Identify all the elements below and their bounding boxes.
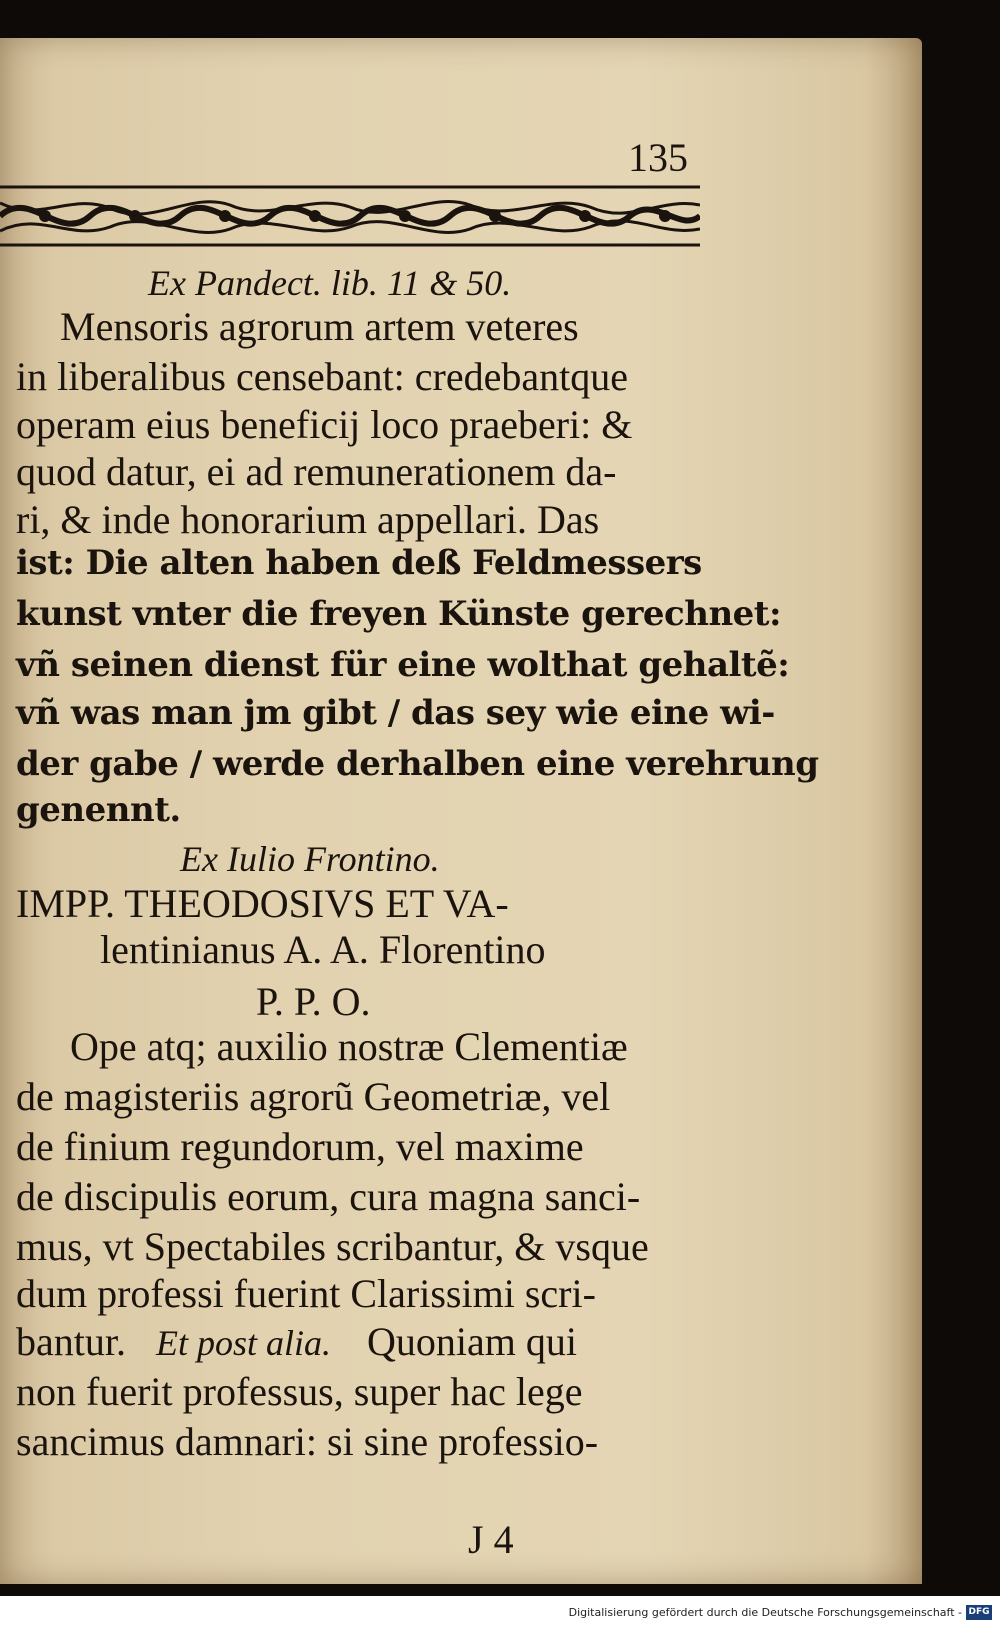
digitization-footer (0, 1596, 1000, 1632)
text-line-main: non fuerit professus, super hac lege (16, 1369, 583, 1414)
text-line (16, 1270, 938, 1317)
signature-mark: J 4 (468, 1517, 514, 1562)
text-line (100, 926, 1000, 973)
text-line-main: kunst vnter die freyen Künste gerechnet: (16, 594, 782, 634)
text-line-main: mus, vt Spectabiles scribantur, & vsque (16, 1224, 649, 1269)
text-line-main: Ope atq; auxilio nostræ Clementiæ (70, 1024, 628, 1069)
text-line-main: in liberalibus censebant: credebantque (16, 354, 628, 399)
text-line (16, 353, 938, 400)
text-line-main: vñ was man jm gibt / das sey wie eine wi- (16, 693, 775, 733)
text-line (16, 1368, 938, 1415)
text-line (16, 1223, 938, 1270)
text-line-main: der gabe / werde derhalben eine verehrung (16, 744, 819, 784)
text-line-italic: Et post alia. (155, 1323, 331, 1363)
text-line-main: genennt. (16, 790, 181, 830)
book-page (0, 38, 922, 1584)
text-line (16, 880, 938, 927)
decorative-headpiece (0, 183, 700, 249)
page-number: 135 (628, 135, 688, 180)
text-line (16, 1173, 938, 1220)
text-line-main: de discipulis eorum, cura magna sanci- (16, 1174, 641, 1219)
text-line-main: sancimus damnari: si sine professio- (16, 1419, 599, 1464)
text-line (16, 1318, 938, 1365)
text-line (16, 790, 938, 830)
dfg-logo-icon: DFG (966, 1605, 992, 1620)
text-line-main: Ex Iulio Frontino. (180, 839, 440, 879)
text-line (16, 594, 938, 634)
text-line (16, 496, 938, 543)
text-line-main: de magisteriis agrorũ Geometriæ, vel (16, 1074, 611, 1119)
text-line-main: bantur. (16, 1319, 126, 1364)
text-line (180, 838, 1000, 880)
text-line-main: operam eius beneficij loco praeberi: & (16, 402, 633, 447)
text-line-main: ist: Die alten haben deß Feldmessers (16, 543, 702, 583)
text-line (70, 1023, 992, 1070)
text-line-main: Mensoris agrorum artem veteres (60, 304, 579, 349)
text-line-tail: Quoniam qui (367, 1319, 577, 1364)
text-line-main: P. P. O. (256, 979, 371, 1024)
text-line (16, 401, 938, 448)
text-line-main: dum professi fuerint Clarissimi scri- (16, 1271, 596, 1316)
text-line-main: quod datur, ei ad remunerationem da- (16, 449, 617, 494)
text-line-main: ri, & inde honorarium appellari. Das (16, 497, 600, 542)
text-line (16, 1123, 938, 1170)
text-line (256, 978, 1000, 1025)
text-line (16, 1418, 938, 1465)
text-line (148, 262, 1000, 304)
text-line-main: IMPP. THEODOSIVS ET VA- (16, 881, 509, 926)
text-line-main: de finium regundorum, vel maxime (16, 1124, 584, 1169)
text-line (16, 744, 938, 784)
text-line (60, 303, 982, 350)
text-line (16, 543, 938, 583)
text-line (16, 448, 938, 495)
text-line (16, 645, 938, 685)
text-line (16, 693, 938, 733)
text-line-main: vñ seinen dienst für eine wolthat gehaltẽ: (16, 645, 790, 685)
text-line-main: Ex Pandect. lib. 11 & 50. (148, 263, 512, 303)
funding-credit: Digitalisierung gefördert durch die Deutsche Forschungsgemeinschaft - (568, 1606, 962, 1619)
text-line (16, 1073, 938, 1120)
text-line-main: lentinianus A. A. Florentino (100, 927, 546, 972)
